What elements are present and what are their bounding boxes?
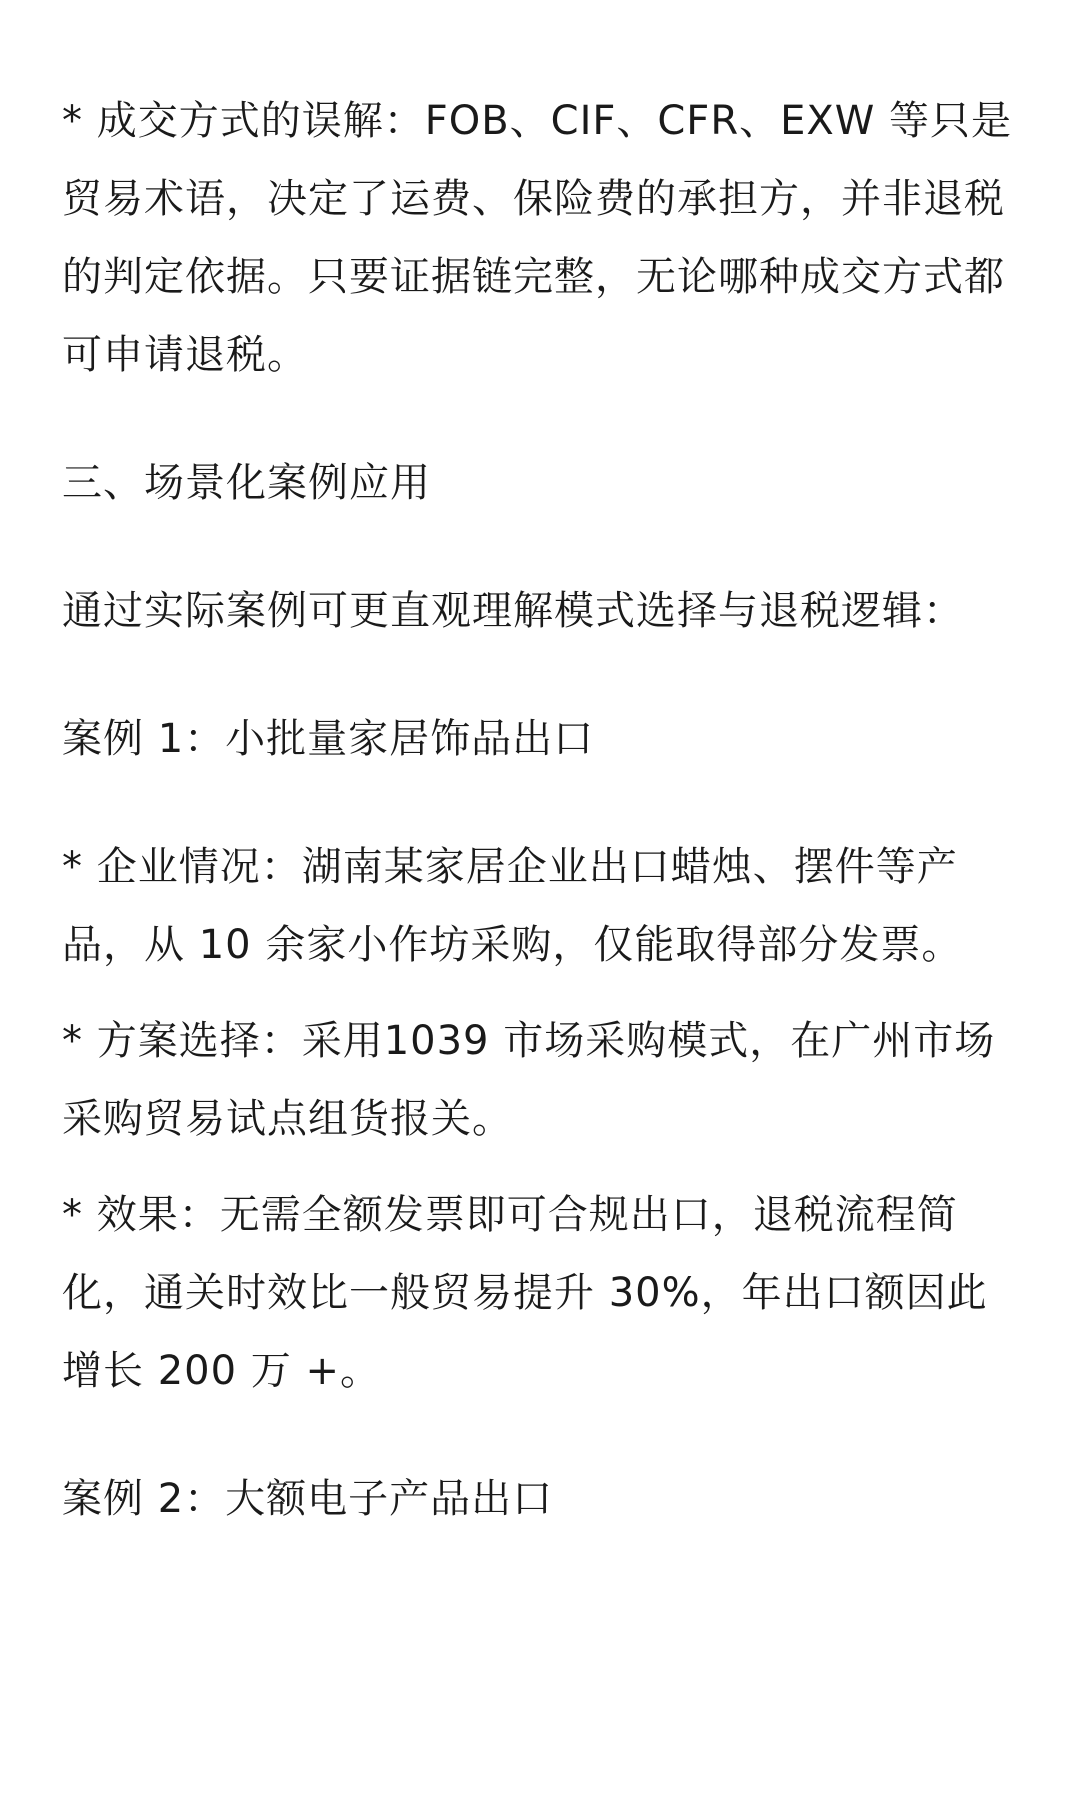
case-1-situation: * 企业情况：湖南某家居企业出口蜡烛、摆件等产品，从 10 余家小作坊采购，仅能取得部分发票。 [62,844,963,968]
article-body [62,82,1022,1538]
paragraph-trade-terms-misunderstanding: * 成交方式的误解：FOB、CIF、CFR、EXW 等只是贸易术语，决定了运费、保险费的承担方，并非退税的判定依据。只要证据链完整，无论哪种成交方式都可申请退税。 [62,98,1013,378]
case-1-title: 案例 1：小批量家居饰品出口 [62,716,595,762]
case-1-effect: * 效果：无需全额发票即可合规出口，退税流程简化，通关时效比一般贸易提升 30%，年出口额因此增长 200 万 +。 [62,1192,988,1394]
case-2-title: 案例 2：大额电子产品出口 [62,1476,554,1522]
paragraph-intro: 通过实际案例可更直观理解模式选择与退税逻辑： [62,588,964,634]
case-1-plan: * 方案选择：采用1039 市场采购模式，在广州市场采购贸易试点组货报关。 [62,1018,996,1142]
section-heading: 三、场景化案例应用 [62,460,431,506]
